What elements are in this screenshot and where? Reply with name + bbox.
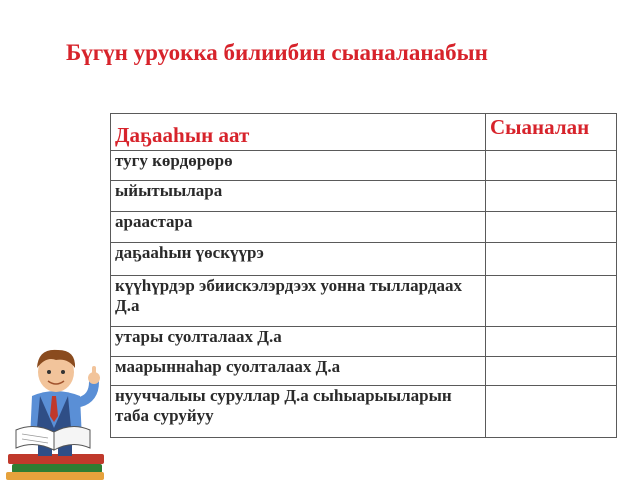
page-title: Бүгүн уруокка билиибин сыаналанабын bbox=[66, 40, 488, 65]
table-header-row bbox=[111, 114, 617, 151]
item-cell: ыйытыылара bbox=[111, 181, 486, 212]
table-row bbox=[111, 151, 617, 181]
item-cell: утары суолталаах Д.а bbox=[111, 327, 486, 357]
column-header-item: Даҕааһын аат bbox=[111, 114, 486, 151]
table-row bbox=[111, 327, 617, 357]
item-cell: нууччалыы суруллар Д.а сыһыарыыларын таба суруйуу bbox=[111, 386, 486, 438]
rating-cell[interactable] bbox=[486, 386, 617, 438]
item-cell: тугу көрдөрөрө bbox=[111, 151, 486, 181]
evaluation-table bbox=[110, 113, 617, 438]
rating-cell[interactable] bbox=[486, 276, 617, 327]
rating-cell[interactable] bbox=[486, 212, 617, 243]
item-cell: маарыннаһар суолталаах Д.а bbox=[111, 357, 486, 386]
table-row bbox=[111, 386, 617, 438]
rating-cell[interactable] bbox=[486, 151, 617, 181]
rating-cell[interactable] bbox=[486, 181, 617, 212]
table-row bbox=[111, 243, 617, 276]
table-row bbox=[111, 181, 617, 212]
column-header-rating: Сыаналан bbox=[486, 114, 617, 151]
rating-cell[interactable] bbox=[486, 357, 617, 386]
item-cell: араастара bbox=[111, 212, 486, 243]
item-cell: даҕааһын үөскүүрэ bbox=[111, 243, 486, 276]
rating-cell[interactable] bbox=[486, 327, 617, 357]
rating-cell[interactable] bbox=[486, 243, 617, 276]
table-row bbox=[111, 212, 617, 243]
boy-reading-book-thumbs-up-icon bbox=[2, 338, 112, 480]
table-row bbox=[111, 276, 617, 327]
item-cell: күүһүрдэр эбиискэлэрдээх уонна тыллардаах Д.а bbox=[111, 276, 486, 327]
table-row bbox=[111, 357, 617, 386]
